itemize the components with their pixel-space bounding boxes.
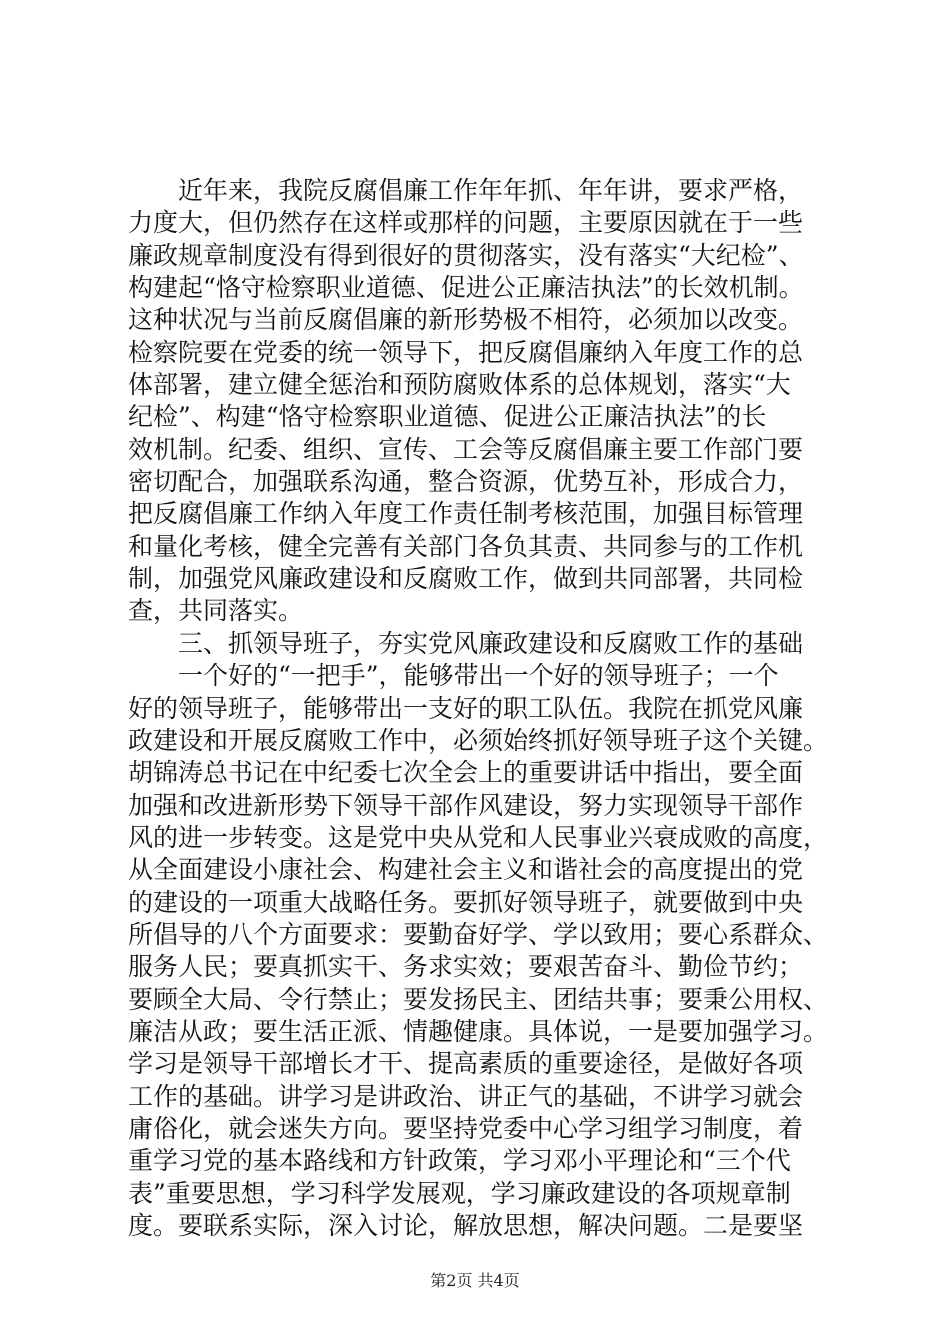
text-line: 度。要联系实际，深入讨论，解放思想，解决问题。二是要坚 [128,1211,804,1240]
text-line: 廉洁从政；要生活正派、情趣健康。具体说，一是要加强学习。 [128,1016,829,1046]
text-line: 学习是领导干部增长才干、提高素质的重要途径，是做好各项 [128,1049,804,1079]
text-line: 体部署，建立健全惩治和预防腐败体系的总体规划，落实“大 [128,370,791,400]
text-line: 所倡导的八个方面要求：要勤奋好学、学以致用；要心系群众、 [128,919,829,949]
text-line: 好的领导班子，能够带出一支好的职工队伍。我院在抓党风廉 [128,693,804,723]
text-line: 庸俗化，就会迷失方向。要坚持党委中心学习组学习制度，着 [128,1113,804,1143]
text-line: 查，共同落实。 [128,596,304,626]
page-number-footer: 第2页 共4页 [430,1271,520,1290]
text-line: 近年来，我院反腐倡廉工作年年抓、年年讲，要求严格， [178,176,804,205]
text-line: 密切配合，加强联系沟通，整合资源，优势互补，形成合力， [128,467,804,497]
text-line: 风的进一步转变。这是党中央从党和人民事业兴衰成败的高度， [128,822,829,852]
text-line: 效机制。纪委、组织、宣传、工会等反腐倡廉主要工作部门要 [128,434,804,464]
text-line: 和量化考核，健全完善有关部门各负其责、共同参与的工作机 [128,531,804,561]
body-text [128,175,848,1242]
text-line: 构建起“恪守检察职业道德、促进公正廉洁执法”的长效机制。 [128,273,804,303]
text-line: 这种状况与当前反腐倡廉的新形势极不相符，必须加以改变。 [128,305,804,335]
text-line: 服务人民；要真抓实干、务求实效；要艰苦奋斗、勤俭节约； [128,952,804,982]
text-line: 胡锦涛总书记在中纪委七次全会上的重要讲话中指出，要全面 [128,758,804,788]
text-line: 从全面建设小康社会、构建社会主义和谐社会的高度提出的党 [128,855,804,885]
text-line: 检察院要在党委的统一领导下，把反腐倡廉纳入年度工作的总 [128,337,804,367]
text-line: 一个好的“一把手”，能够带出一个好的领导班子；一个 [178,661,779,691]
text-line: 政建设和开展反腐败工作中，必须始终抓好领导班子这个关键。 [128,725,829,755]
section-heading: 三、抓领导班子，夯实党风廉政建设和反腐败工作的基础 [178,628,804,658]
text-line: 力度大，但仍然存在这样或那样的问题，主要原因就在于一些 [128,208,804,238]
text-line: 制，加强党风廉政建设和反腐败工作，做到共同部署，共同检 [128,564,804,594]
text-line: 廉政规章制度没有得到很好的贯彻落实，没有落实“大纪检”、 [128,240,804,270]
text-line: 要顾全大局、令行禁止；要发扬民主、团结共事；要秉公用权、 [128,984,829,1014]
text-line: 重学习党的基本路线和方针政策，学习邓小平理论和“三个代 [128,1146,791,1176]
text-line: 把反腐倡廉工作纳入年度工作责任制考核范围，加强目标管理 [128,499,804,529]
text-line: 加强和改进新形势下领导干部作风建设，努力实现领导干部作 [128,790,804,820]
text-line: 的建设的一项重大战略任务。要抓好领导班子，就要做到中央 [128,887,804,917]
text-line: 表”重要思想，学习科学发展观，学习廉政建设的各项规章制 [128,1178,791,1208]
text-line: 工作的基础。讲学习是讲政治、讲正气的基础，不讲学习就会 [128,1081,804,1111]
text-line: 纪检”、构建“恪守检察职业道德、促进公正廉洁执法”的长 [128,402,767,432]
